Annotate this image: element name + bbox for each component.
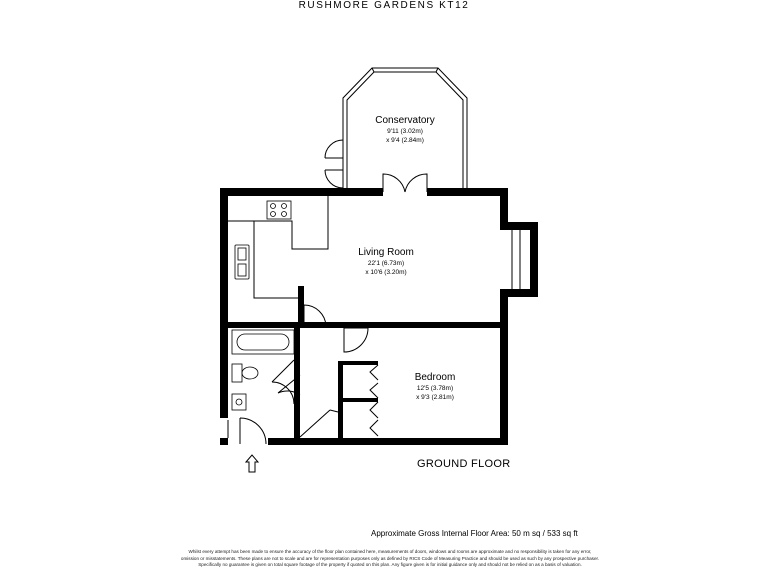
french-doors xyxy=(383,174,427,192)
svg-text:22'1 (6.73m): 22'1 (6.73m) xyxy=(367,260,405,267)
bedroom-label xyxy=(415,372,456,401)
basin-icon xyxy=(232,394,246,410)
disclaimer-text: Whilst every attempt has been made to ensure the accuracy of the floor plan contained here, measurements of doors, windows and rooms are approximate and no responsibility is taken for any error, omission or misstatements. These plans are not to scale and are for representation purposes only as defined by RICS Code of Measuring Practice and should be used as such by any prospective purchaser. Specifically no guarantee is given on total square footage of the property if quoted on this plan. Any figure given is for initial guidance only and should not be relied on as a basis of valuation. xyxy=(180,549,600,568)
entrance-arrow-icon xyxy=(246,455,258,472)
svg-text:9'11 (3.02m): 9'11 (3.02m) xyxy=(387,128,423,135)
bathroom-fixtures xyxy=(232,330,294,410)
front-door xyxy=(228,418,266,444)
living-room-label xyxy=(358,247,414,276)
floor-area-note: Approximate Gross Internal Floor Area: 50 m sq / 533 sq ft xyxy=(371,529,578,538)
internal-walls xyxy=(220,286,508,442)
conservatory-label xyxy=(375,115,434,144)
svg-text:Conservatory: Conservatory xyxy=(375,115,435,126)
floor-label: GROUND FLOOR xyxy=(417,458,511,470)
svg-text:Living Room: Living Room xyxy=(358,247,414,258)
external-walls xyxy=(220,188,538,445)
svg-text:x 9'3 (2.81m): x 9'3 (2.81m) xyxy=(416,394,454,401)
bath-icon xyxy=(232,330,294,354)
kitchen-units xyxy=(228,196,328,298)
svg-text:x 9'4 (2.84m): x 9'4 (2.84m) xyxy=(386,137,424,144)
toilet-icon xyxy=(232,364,258,382)
svg-text:x 10'6 (3.20m): x 10'6 (3.20m) xyxy=(365,269,407,276)
hob-icon xyxy=(267,201,291,219)
svg-text:12'5 (3.78m): 12'5 (3.78m) xyxy=(416,385,454,392)
sink-icon xyxy=(235,245,249,279)
svg-text:Bedroom: Bedroom xyxy=(414,372,456,383)
plan-title: RUSHMORE GARDENS KT12 xyxy=(298,0,470,11)
